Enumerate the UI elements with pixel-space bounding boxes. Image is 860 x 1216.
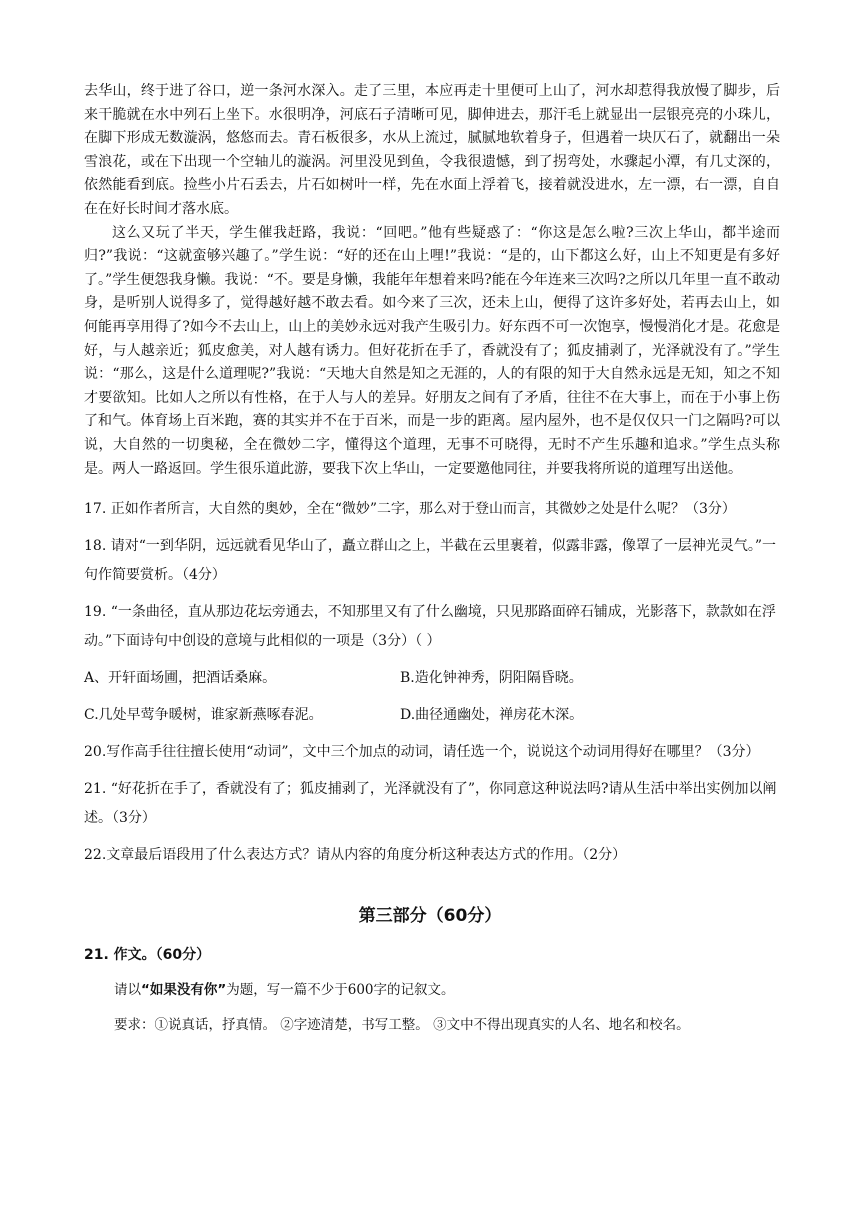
passage-paragraph-1: 去华山，终于进了谷口，逆一条河水深入。走了三里，本应再走十里便可上山了，河水却惹得我放慢了脚步，后来干脆就在水中列石上坐下。水很明净，河底石子清晰可见，脚伸进去，那汗毛上就显出一层银亮亮的小珠儿，在脚下形成无数漩涡，悠悠而去。青石板很多，水从上流过，腻腻地软着身子，但遇着一块仄石了，就翻出一朵雪浪花，或在下出现一个空轴儿的漩涡。河里没见到鱼，令我很遗憾，到了拐弯处，水骤起小潭，有几丈深的，依然能看到底。捡些小片石丢去，片石如树叶一样，先在水面上浮着飞，接着就没进水，左一漂，右一漂，自自在在好长时间才落水底。 — [84, 83, 780, 217]
question-17: 17. 正如作者所言，大自然的奥妙，全在“微妙”二字，那么对于登山而言，其微妙之处是什么呢？（3分） — [84, 501, 736, 517]
question-18: 18. 请对“一到华阴，远远就看见华山了，矗立群山之上，半截在云里裹着，似露非露，像罩了一层神光灵气。”一句作简要赏析。（4分） — [84, 538, 777, 583]
section-title: 第三部分（60分） — [358, 906, 502, 926]
question-19: 19. “一条曲径，直从那边花坛旁通去，不知那里又有了什么幽境，只见那路面碎石铺成，光影落下，款款如在浮动。”下面诗句中创设的意境与此相似的一项是（3分）（ ） — [84, 604, 776, 649]
essay-topic: “如果没有你” — [141, 982, 227, 998]
essay-prompt-post: 为题，写一篇不少于600字的记叙文。 — [226, 982, 455, 998]
essay-heading: 21. 作文。（60分） — [84, 947, 211, 963]
option-d: D.曲径通幽处，禅房花木深。 — [400, 707, 584, 723]
essay-prompt-pre: 请以 — [114, 982, 141, 998]
question-22: 22.文章最后语段用了什么表达方式？请从内容的角度分析这种表达方式的作用。（2分） — [84, 847, 627, 863]
essay-section — [84, 944, 784, 1048]
reading-passage — [84, 80, 780, 481]
option-b: B.造化钟神秀，阴阳隔昏晓。 — [400, 670, 583, 686]
option-c: C.几处早莺争暖树，谁家新燕啄春泥。 — [84, 707, 323, 723]
question-19-options — [84, 664, 784, 730]
question-list — [84, 495, 784, 878]
passage-paragraph-2: 这么又玩了半天，学生催我赶路，我说：“回吧。”他有些疑惑了：“你这是怎么啦?三次上华山，都半途而归?”我说：“这就蛮够兴趣了。”学生说：“好的还在山上哩!”我说：“是的，山下都这么好，山上不知更是有多好了。”学生便怨我身懒。我说：“不。要是身懒，我能年年想着来吗?能在今年连来三次吗?之所以几年里一直不敢动身，是听别人说得多了，觉得越好越不敢去看。如今来了三次，还未上山，便得了这许多好处，若再去山上，如何能再享用得了?如今不去山上，山上的美妙永远对我产生吸引力。好东西不可一次饱享，慢慢消化才是。花愈是好，与人越亲近；狐皮愈美，对人越有诱力。但好花折在手了，香就没有了；狐皮捕剥了，光泽就没有了。”学生说：“那么，这是什么道理呢?”我说：“天地大自然是知之无涯的，人的有限的知于大自然永远是无知，知之不知才要欲知。比如人之所以有性格，在于人与人的差异。好朋友之间有了矛盾，往往不在大事上，而在于小事上伤了和气。体育场上百米跑，赛的其实并不在于百米，而是一步的距离。屋内屋外，也不是仅仅只一门之隔吗?可以说，大自然的一切奥秘，全在微妙二字，懂得这个道理，无事不可晓得，无时不产生乐趣和追求。”学生点头称是。两人一路返回。学生很乐道此游，要我下次上华山，一定要邀他同往，并要我将所说的道理写出送他。 — [84, 224, 780, 477]
essay-requirements: 要求：①说真话，抒真情。 ②字迹清楚，书写工整。 ③文中不得出现真实的人名、地名和校名。 — [114, 1017, 690, 1033]
option-a: A、开轩面场圃，把酒话桑麻。 — [84, 670, 277, 686]
essay-prompt — [114, 978, 784, 998]
question-20: 20.写作高手往往擅长使用“动词”，文中三个加点的动词，请任选一个，说说这个动词用得好在哪里？（3分） — [84, 744, 760, 760]
question-21: 21. “好花折在手了，香就没有了；狐皮捕剥了，光泽就没有了”，你同意这种说法吗?请从生活中举出实例加以阐述。（3分） — [84, 781, 777, 826]
